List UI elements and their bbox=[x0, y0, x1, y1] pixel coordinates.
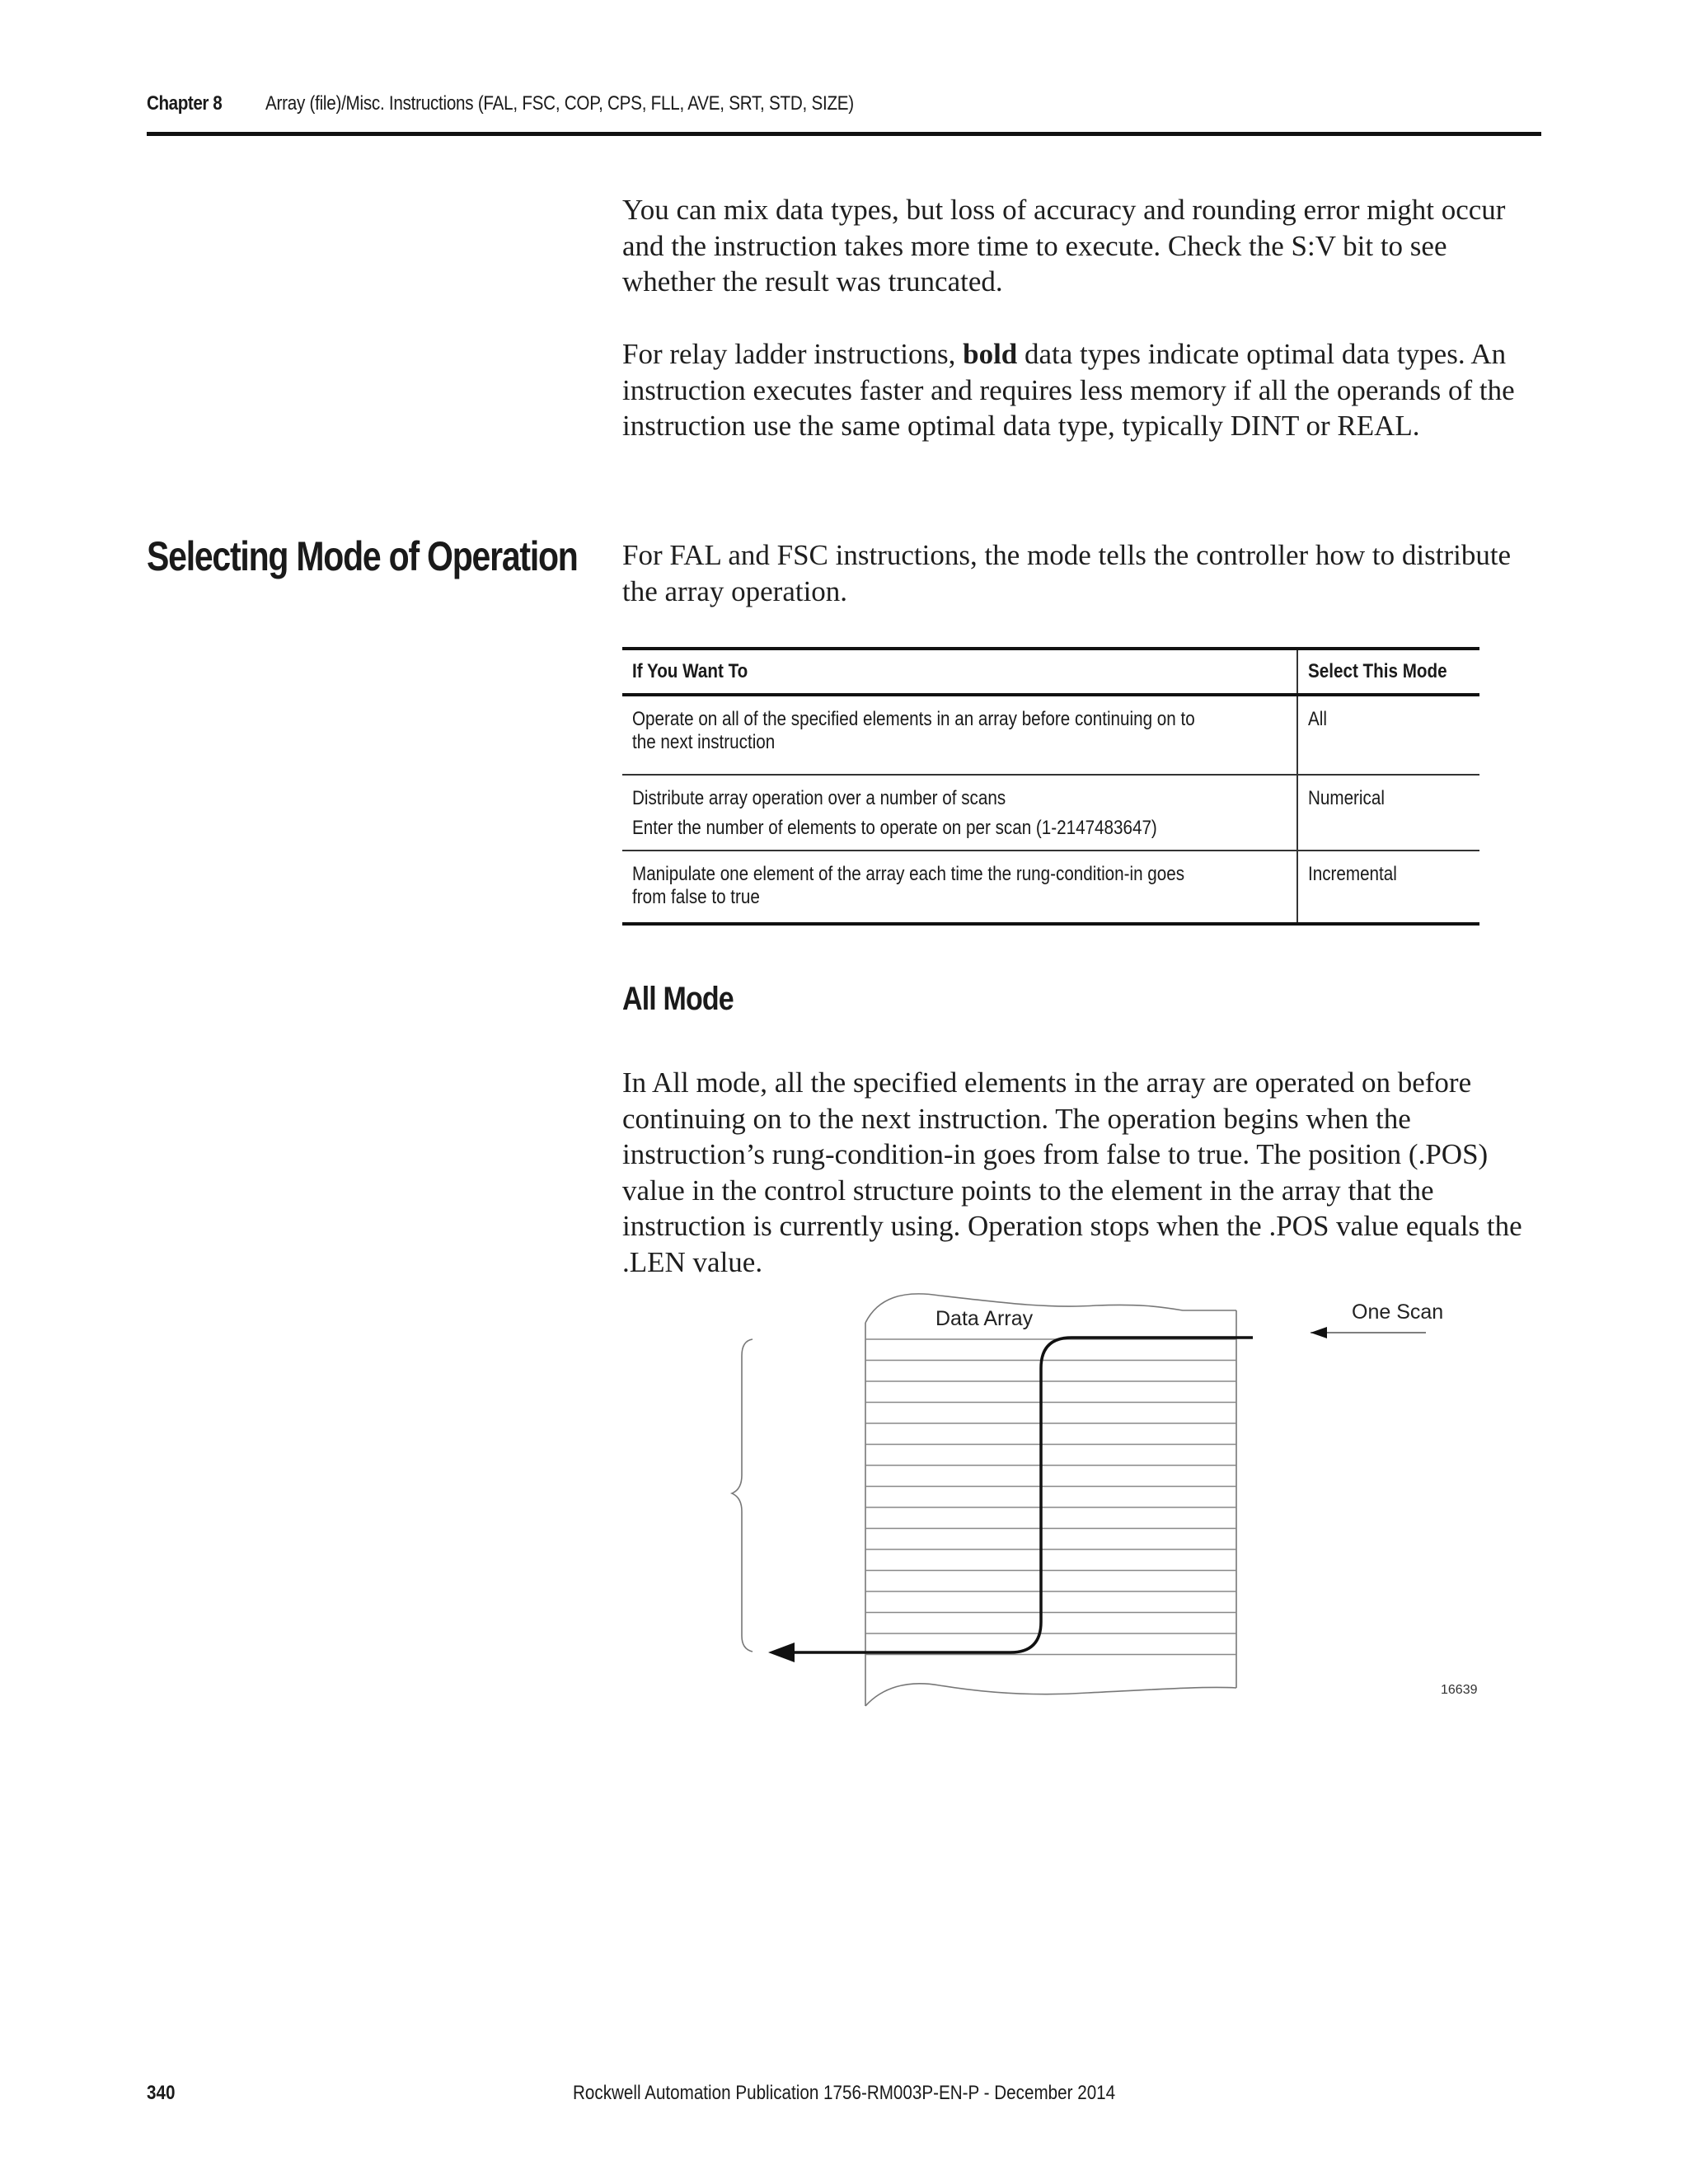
scan-path-arrow bbox=[791, 1338, 1253, 1652]
table-cell-want bbox=[622, 851, 1297, 924]
publication-info: Rockwell Automation Publication 1756-RM003P-EN-P - December 2014 bbox=[573, 2082, 1116, 2104]
cell-line: Operate on all of the specified elements in an array before continuing on to bbox=[632, 708, 1195, 730]
table-cell-want bbox=[622, 695, 1297, 775]
intro-paragraph-1: You can mix data types, but loss of accuracy and rounding error might occur and the instruction takes more time to execute. Check the S:V bit to see whether the result was truncated. bbox=[622, 194, 1506, 298]
table-row bbox=[622, 851, 1479, 924]
all-mode-heading: All Mode bbox=[622, 981, 734, 1017]
cell-line: Distribute array operation over a number of scans bbox=[632, 787, 1006, 809]
chapter-title: Array (file)/Misc. Instructions (FAL, FSC, COP, CPS, FLL, AVE, SRT, STD, SIZE) bbox=[265, 92, 854, 115]
table-cell-mode: Incremental bbox=[1297, 851, 1479, 924]
table-cell-mode: Numerical bbox=[1297, 775, 1479, 851]
brace-icon bbox=[732, 1339, 753, 1652]
array-rows bbox=[865, 1339, 1236, 1655]
header-rule bbox=[147, 132, 1541, 136]
one-scan-arrowhead bbox=[1311, 1327, 1327, 1338]
p2-text-before: For relay ladder instructions, bbox=[622, 338, 964, 370]
chapter-label: Chapter 8 bbox=[147, 92, 223, 115]
table-cell-want bbox=[622, 775, 1297, 851]
table-header-row bbox=[622, 649, 1479, 695]
figure-id: 16639 bbox=[1441, 1683, 1478, 1697]
table-header-want: If You Want To bbox=[622, 649, 1297, 695]
all-mode-paragraph: In All mode, all the specified elements in the array are operated on before continuing on to the next instruction. The operation begins when the instruction’s rung-condition-in goes from false to true. The position (.POS) value in the control structure points to the element in the array that the instruction is currently using. Operation stops when the .POS value equals the .LEN value. bbox=[622, 1066, 1522, 1278]
table-header-mode: Select This Mode bbox=[1297, 649, 1479, 695]
intro-paragraph-2 bbox=[622, 336, 1545, 444]
cell-line: Manipulate one element of the array each time the rung-condition-in goes bbox=[632, 863, 1185, 885]
section-heading: Selecting Mode of Operation bbox=[147, 533, 578, 579]
cell-line: the next instruction bbox=[632, 731, 776, 753]
section-intro: For FAL and FSC instructions, the mode tells the controller how to distribute the array operation. bbox=[622, 539, 1512, 607]
one-scan-label: One Scan bbox=[1352, 1301, 1444, 1324]
scan-path-arrowhead bbox=[768, 1643, 795, 1662]
mode-table bbox=[622, 647, 1479, 926]
cell-line: from false to true bbox=[632, 886, 760, 908]
data-array-label: Data Array bbox=[935, 1307, 1034, 1330]
table-row bbox=[622, 775, 1479, 851]
p2-bold-word: bold bbox=[963, 338, 1018, 370]
p2-text-after: data types indicate optimal data types. An instruction executes faster and requires less memory if all the operands of the instruction use the same optimal data type, typically DINT or REAL. bbox=[622, 338, 1515, 442]
cell-line: Enter the number of elements to operate on per scan (1-2147483647) bbox=[632, 817, 1157, 839]
data-array-outline bbox=[865, 1294, 1236, 1706]
table-row bbox=[622, 695, 1479, 775]
all-mode-diagram bbox=[725, 1286, 1517, 1747]
table-cell-mode: All bbox=[1297, 695, 1479, 775]
page-number: 340 bbox=[147, 2082, 176, 2104]
